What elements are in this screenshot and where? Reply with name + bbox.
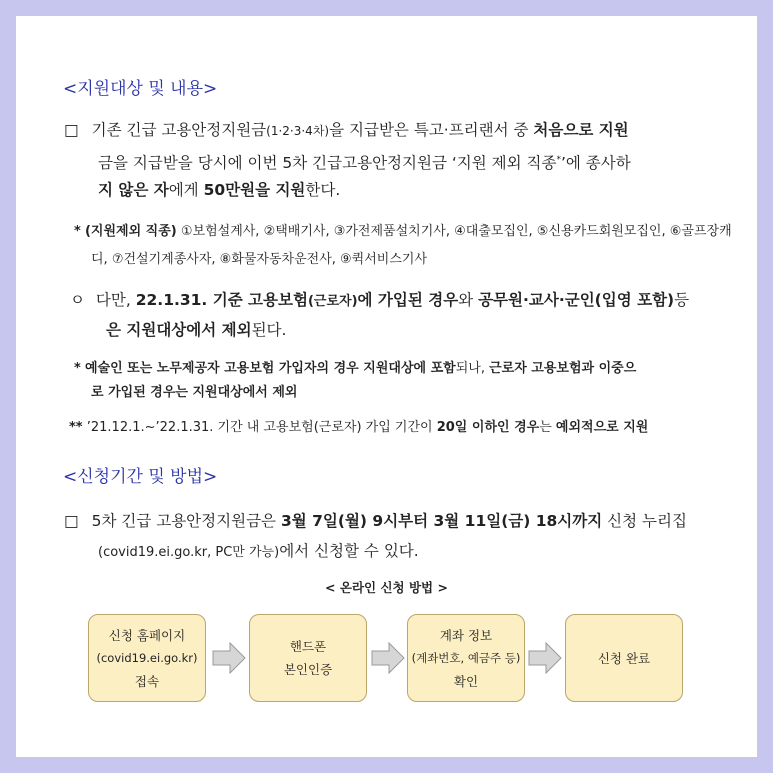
text: 등	[674, 291, 690, 309]
step-text: 계좌 정보	[439, 627, 493, 643]
text-bold: 예외적으로 지원	[555, 420, 649, 435]
text: 는	[539, 420, 556, 435]
flow-step-account-info	[407, 614, 525, 702]
text-bold: 공무원·교사·군인(입영 포함)	[478, 291, 675, 309]
text-bold: (근로자)	[307, 294, 358, 309]
text: 에게	[168, 181, 204, 199]
bullet-square: □	[64, 512, 79, 530]
text-bold: 예술인 또는 노무제공자 고용보험 가입자의 경우 지원대상에 포함	[84, 361, 456, 376]
step-text: 핸드폰	[289, 639, 327, 654]
application-paragraph-line-2	[98, 536, 419, 568]
text: ①보험설계사, ②택배기사, ③가전제품설치기사, ④대출모집인, ⑤신용카드회원모집인, ⑥골프장캐	[180, 224, 732, 239]
text-bold: 처음으로 지원	[533, 121, 629, 139]
section-heading-application: <신청기간 및 방법>	[63, 467, 218, 487]
step-text: 확인	[453, 673, 479, 689]
text-bold: 에 가입된 경우	[357, 291, 459, 309]
step-text: (계좌번호, 예금주 등)	[411, 650, 521, 665]
text-bold: 지 않은 자	[98, 181, 169, 199]
bullet-circle: ㅇ	[70, 291, 85, 309]
paragraph-1-line-1	[64, 115, 629, 146]
text-bold: 20일 이하인 경우	[436, 420, 540, 435]
flow-step-complete	[565, 614, 683, 702]
text: 다만,	[95, 291, 136, 309]
section-heading-eligibility: <지원대상 및 내용>	[63, 79, 218, 99]
footnote-marker: *	[556, 155, 561, 165]
note-marker: *	[74, 361, 81, 376]
flow-title: < 온라인 신청 방법 >	[325, 580, 448, 595]
note-excluded-jobs-line-2: 디, ⑦건설기계종사자, ⑧화물자동차운전사, ⑨퀵서비스기사	[91, 252, 428, 267]
note-marker: **	[69, 420, 83, 435]
text: 5차 긴급 고용안정지원금은	[91, 512, 281, 530]
text: 에서 신청할 수 있다.	[279, 542, 419, 560]
right-arrow-icon	[528, 641, 562, 675]
text-bold: 근로자 고용보험과 이중으	[489, 361, 637, 376]
flow-step-homepage	[88, 614, 206, 702]
content-card	[16, 16, 757, 757]
text: 와	[458, 291, 479, 309]
note-artists-line-2: 로 가입된 경우는 지원대상에서 제외	[91, 385, 298, 400]
note-excluded-jobs-line-1	[74, 219, 732, 245]
paragraph-1-line-3	[98, 175, 340, 205]
text: (1·2·3·4차)	[266, 124, 330, 138]
bullet-square: □	[64, 121, 79, 139]
text: ’에 종사하	[560, 154, 631, 173]
text-bold: 은 지원대상에서 제외	[106, 321, 252, 339]
text: 된다.	[251, 321, 287, 339]
text-bold: 50만원을 지원	[203, 181, 306, 199]
text: 을 지급받은 특고·프리랜서 중	[329, 121, 534, 139]
step-text: 본인인증	[283, 662, 333, 677]
right-arrow-icon	[371, 641, 405, 675]
text: ’21.12.1.~’22.1.31. 기간 내 고용보험(근로자) 가입 기간이	[82, 420, 437, 435]
text: 기존 긴급 고용안정지원금	[91, 121, 267, 139]
flow-step-phone-auth	[249, 614, 367, 702]
text: (covid19.ei.go.kr, PC만 가능)	[98, 545, 280, 560]
text: 한다.	[305, 181, 341, 199]
paragraph-1-line-2	[98, 145, 631, 178]
text-bold: 22.1.31. 기준 고용보험	[135, 291, 308, 309]
text-bold: 3월 7일(월) 9시부터 3월 11일(금) 18시까지	[280, 512, 603, 530]
step-text: 신청 완료	[597, 650, 651, 666]
text: 되나,	[455, 361, 490, 376]
note-marker: *	[74, 224, 81, 239]
paragraph-2-line-2	[106, 315, 286, 345]
text: 금을 지급받을 당시에 이번 5차 긴급고용안정지원금 ‘지원 제외 직종	[98, 154, 557, 173]
step-text: (covid19.ei.go.kr)	[96, 650, 198, 665]
paragraph-2-line-1	[70, 285, 689, 317]
note-label: (지원제외 직종)	[84, 224, 177, 239]
text: 신청 누리집	[602, 512, 687, 530]
step-text: 신청 홈페이지	[108, 627, 186, 643]
application-paragraph-line-1	[64, 506, 687, 536]
note-artists-line-1	[74, 356, 636, 382]
step-text: 접속	[134, 673, 160, 689]
right-arrow-icon	[212, 641, 246, 675]
note-exception	[69, 415, 648, 441]
